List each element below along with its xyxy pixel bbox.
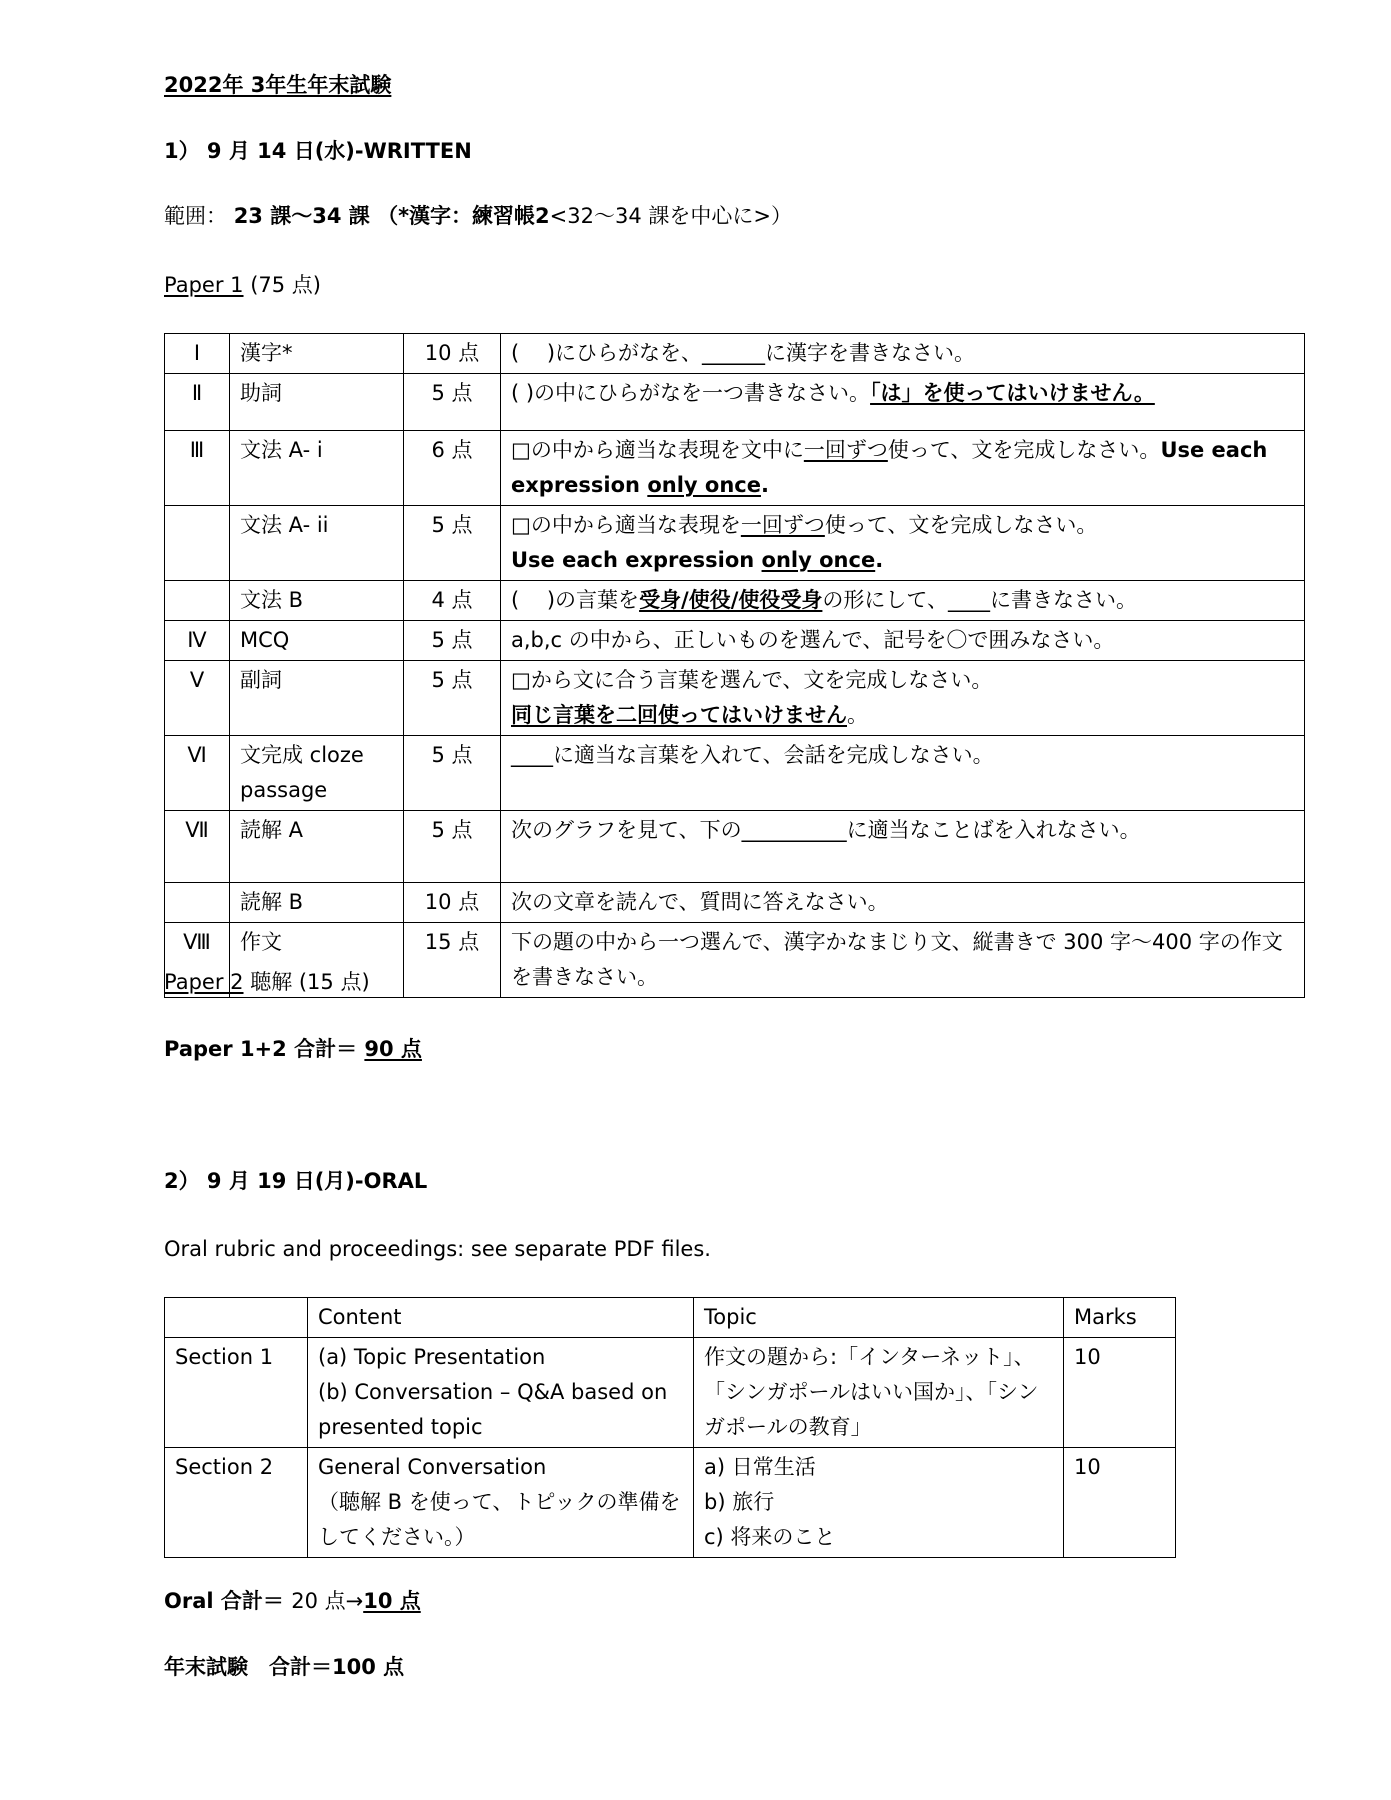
row-description xyxy=(501,581,1305,621)
scope-label: 範囲： xyxy=(164,204,227,228)
paper2-marks: 聴解 (15 点) xyxy=(243,970,370,994)
topic-line: a) 日常生活 xyxy=(704,1455,816,1479)
row-description xyxy=(501,506,1305,581)
row-marks: 5 点 xyxy=(404,506,501,581)
written-exam-table xyxy=(164,333,1305,998)
topic-cell xyxy=(694,1338,1064,1448)
row-description xyxy=(501,621,1305,661)
description-segment: ( )の言葉を xyxy=(511,588,640,612)
row-number: Ⅰ xyxy=(165,334,230,374)
description-segment: の形にして、____に書きなさい。 xyxy=(822,588,1137,612)
description-segment: 次のグラフを見て、下の__________に適当なことばを入れなさい。 xyxy=(511,818,1141,842)
section-cell: Section 2 xyxy=(165,1448,308,1558)
content-line: (b) Conversation – Q&A based on presented topic xyxy=(318,1380,668,1439)
row-number: Ⅶ xyxy=(165,811,230,883)
row-marks: 15 点 xyxy=(404,923,501,998)
marks-cell: 10 xyxy=(1064,1338,1176,1448)
column-header: Topic xyxy=(694,1298,1064,1338)
row-section: 読解 B xyxy=(230,883,404,923)
written-heading: 1） 9 月 14 日(水)-WRITTEN xyxy=(164,139,472,163)
scope-value: 23 課～34 課 （*漢字：練習帳2 xyxy=(233,204,550,228)
row-number: Ⅴ xyxy=(165,661,230,736)
description-segment: . xyxy=(875,548,884,572)
table-row xyxy=(165,506,1305,581)
written-total-value: 90 点 xyxy=(364,1037,422,1061)
column-header: Marks xyxy=(1064,1298,1176,1338)
row-description xyxy=(501,431,1305,506)
description-segment: Use each expression xyxy=(511,438,1268,497)
row-section: 文法 B xyxy=(230,581,404,621)
topic-line: c) 将来のこと xyxy=(704,1525,836,1549)
table-row xyxy=(165,1338,1176,1448)
description-segment: □から文に合う言葉を選んで、文を完成しなさい。 xyxy=(511,668,993,692)
row-section: 副詞 xyxy=(230,661,404,736)
table-row xyxy=(165,661,1305,736)
oral-total-value: 10 点 xyxy=(363,1589,421,1613)
row-section: 漢字* xyxy=(230,334,404,374)
description-segment: □の中から適当な表現を文中に xyxy=(511,438,804,462)
content-cell xyxy=(308,1448,694,1558)
description-segment: 一回ずつ xyxy=(740,513,825,537)
row-description xyxy=(501,883,1305,923)
row-number: Ⅷ xyxy=(165,923,230,998)
row-marks: 10 点 xyxy=(404,883,501,923)
row-marks: 4 点 xyxy=(404,581,501,621)
description-segment: 「は」を使ってはいけません。 xyxy=(870,381,1155,405)
oral-total-mid: 20 点→ xyxy=(291,1589,364,1613)
description-segment: ( )にひらがなを、______に漢字を書きなさい。 xyxy=(511,341,976,365)
oral-total-label: Oral 合計＝ xyxy=(164,1589,292,1613)
oral-exam-table xyxy=(164,1297,1176,1558)
table-row xyxy=(165,431,1305,506)
topic-cell xyxy=(694,1448,1064,1558)
row-number: Ⅵ xyxy=(165,736,230,811)
row-number: Ⅱ xyxy=(165,374,230,431)
row-description xyxy=(501,923,1305,998)
description-segment: 同じ言葉を二回使ってはいけません xyxy=(511,703,847,727)
oral-note: Oral rubric and proceedings: see separate PDF files. xyxy=(164,1237,711,1261)
oral-heading: 2） 9 月 19 日(月)-ORAL xyxy=(164,1169,428,1193)
paper1-label: Paper 1 xyxy=(164,273,244,297)
description-segment: Use each expression xyxy=(511,548,762,572)
paper1-marks: (75 点) xyxy=(243,273,321,297)
row-section: 文完成 cloze passage xyxy=(230,736,404,811)
table-row xyxy=(165,736,1305,811)
description-segment: a,b,c の中から、正しいものを選んで、記号を〇で囲みなさい。 xyxy=(511,628,1115,652)
description-segment: 受身/使役/使役受身 xyxy=(639,588,823,612)
row-description xyxy=(501,811,1305,883)
table-header-row xyxy=(165,1298,1176,1338)
scope-line xyxy=(164,201,792,231)
description-segment: 一回ずつ xyxy=(803,438,888,462)
table-row xyxy=(165,621,1305,661)
description-segment: 次の文章を読んで、質問に答えなさい。 xyxy=(511,890,889,914)
paper2-line xyxy=(164,967,370,997)
paper2-label: Paper 2 xyxy=(164,970,244,994)
paper1-line xyxy=(164,270,321,300)
description-segment: ____に適当な言葉を入れて、会話を完成しなさい。 xyxy=(511,743,994,767)
grand-total: 年末試験 合計＝100 点 xyxy=(164,1655,405,1679)
written-total xyxy=(164,1034,422,1064)
oral-total xyxy=(164,1586,421,1616)
row-number: Ⅲ xyxy=(165,431,230,506)
row-marks: 5 点 xyxy=(404,736,501,811)
row-marks: 5 点 xyxy=(404,661,501,736)
description-segment: □の中から適当な表現を xyxy=(511,513,741,537)
row-marks: 6 点 xyxy=(404,431,501,506)
description-segment: 。 xyxy=(847,703,868,727)
scope-tail: <32～34 課を中心に>） xyxy=(549,204,792,228)
description-segment: only once xyxy=(761,548,876,572)
description-segment: only once xyxy=(647,473,761,497)
description-segment: 下の題の中から一つ選んで、漢字かなまじり文、縦書きで 300 字～400 字の作文を書きなさい。 xyxy=(511,930,1283,989)
topic-line: b) 旅行 xyxy=(704,1490,775,1514)
content-line: General Conversation xyxy=(318,1455,547,1479)
content-line: (a) Topic Presentation xyxy=(318,1345,546,1369)
row-marks: 10 点 xyxy=(404,334,501,374)
row-section: 作文 xyxy=(230,923,404,998)
row-description xyxy=(501,661,1305,736)
row-marks: 5 点 xyxy=(404,374,501,431)
document-title: 2022年 3年生年末試験 xyxy=(164,73,392,97)
row-section: 文法 A- i xyxy=(230,431,404,506)
column-header xyxy=(165,1298,308,1338)
content-cell xyxy=(308,1338,694,1448)
row-section: MCQ xyxy=(230,621,404,661)
description-segment: . xyxy=(760,473,769,497)
description-segment: 使って、文を完成しなさい。 xyxy=(887,438,1161,462)
row-marks: 5 点 xyxy=(404,621,501,661)
written-total-label: Paper 1+2 合計＝ xyxy=(164,1037,365,1061)
row-description xyxy=(501,736,1305,811)
row-number: Ⅳ xyxy=(165,621,230,661)
row-section: 助詞 xyxy=(230,374,404,431)
table-row xyxy=(165,1448,1176,1558)
marks-cell: 10 xyxy=(1064,1448,1176,1558)
table-row xyxy=(165,334,1305,374)
section-cell: Section 1 xyxy=(165,1338,308,1448)
description-segment: 使って、文を完成しなさい。 xyxy=(824,513,1098,537)
description-segment: ( )の中にひらがなを一つ書きなさい。 xyxy=(511,381,871,405)
row-number xyxy=(165,883,230,923)
row-section: 読解 A xyxy=(230,811,404,883)
table-row xyxy=(165,374,1305,431)
row-section: 文法 A- ii xyxy=(230,506,404,581)
row-number xyxy=(165,506,230,581)
row-description xyxy=(501,374,1305,431)
table-row xyxy=(165,883,1305,923)
row-marks: 5 点 xyxy=(404,811,501,883)
row-description xyxy=(501,334,1305,374)
topic-line: 作文の題から:「インターネット」、「シンガポールはいい国か」、「シンガポールの教育」 xyxy=(704,1345,1039,1439)
row-number xyxy=(165,581,230,621)
column-header: Content xyxy=(308,1298,694,1338)
content-line: （聴解 B を使って、トピックの準備をしてください。） xyxy=(318,1490,681,1549)
table-row xyxy=(165,581,1305,621)
table-row xyxy=(165,811,1305,883)
